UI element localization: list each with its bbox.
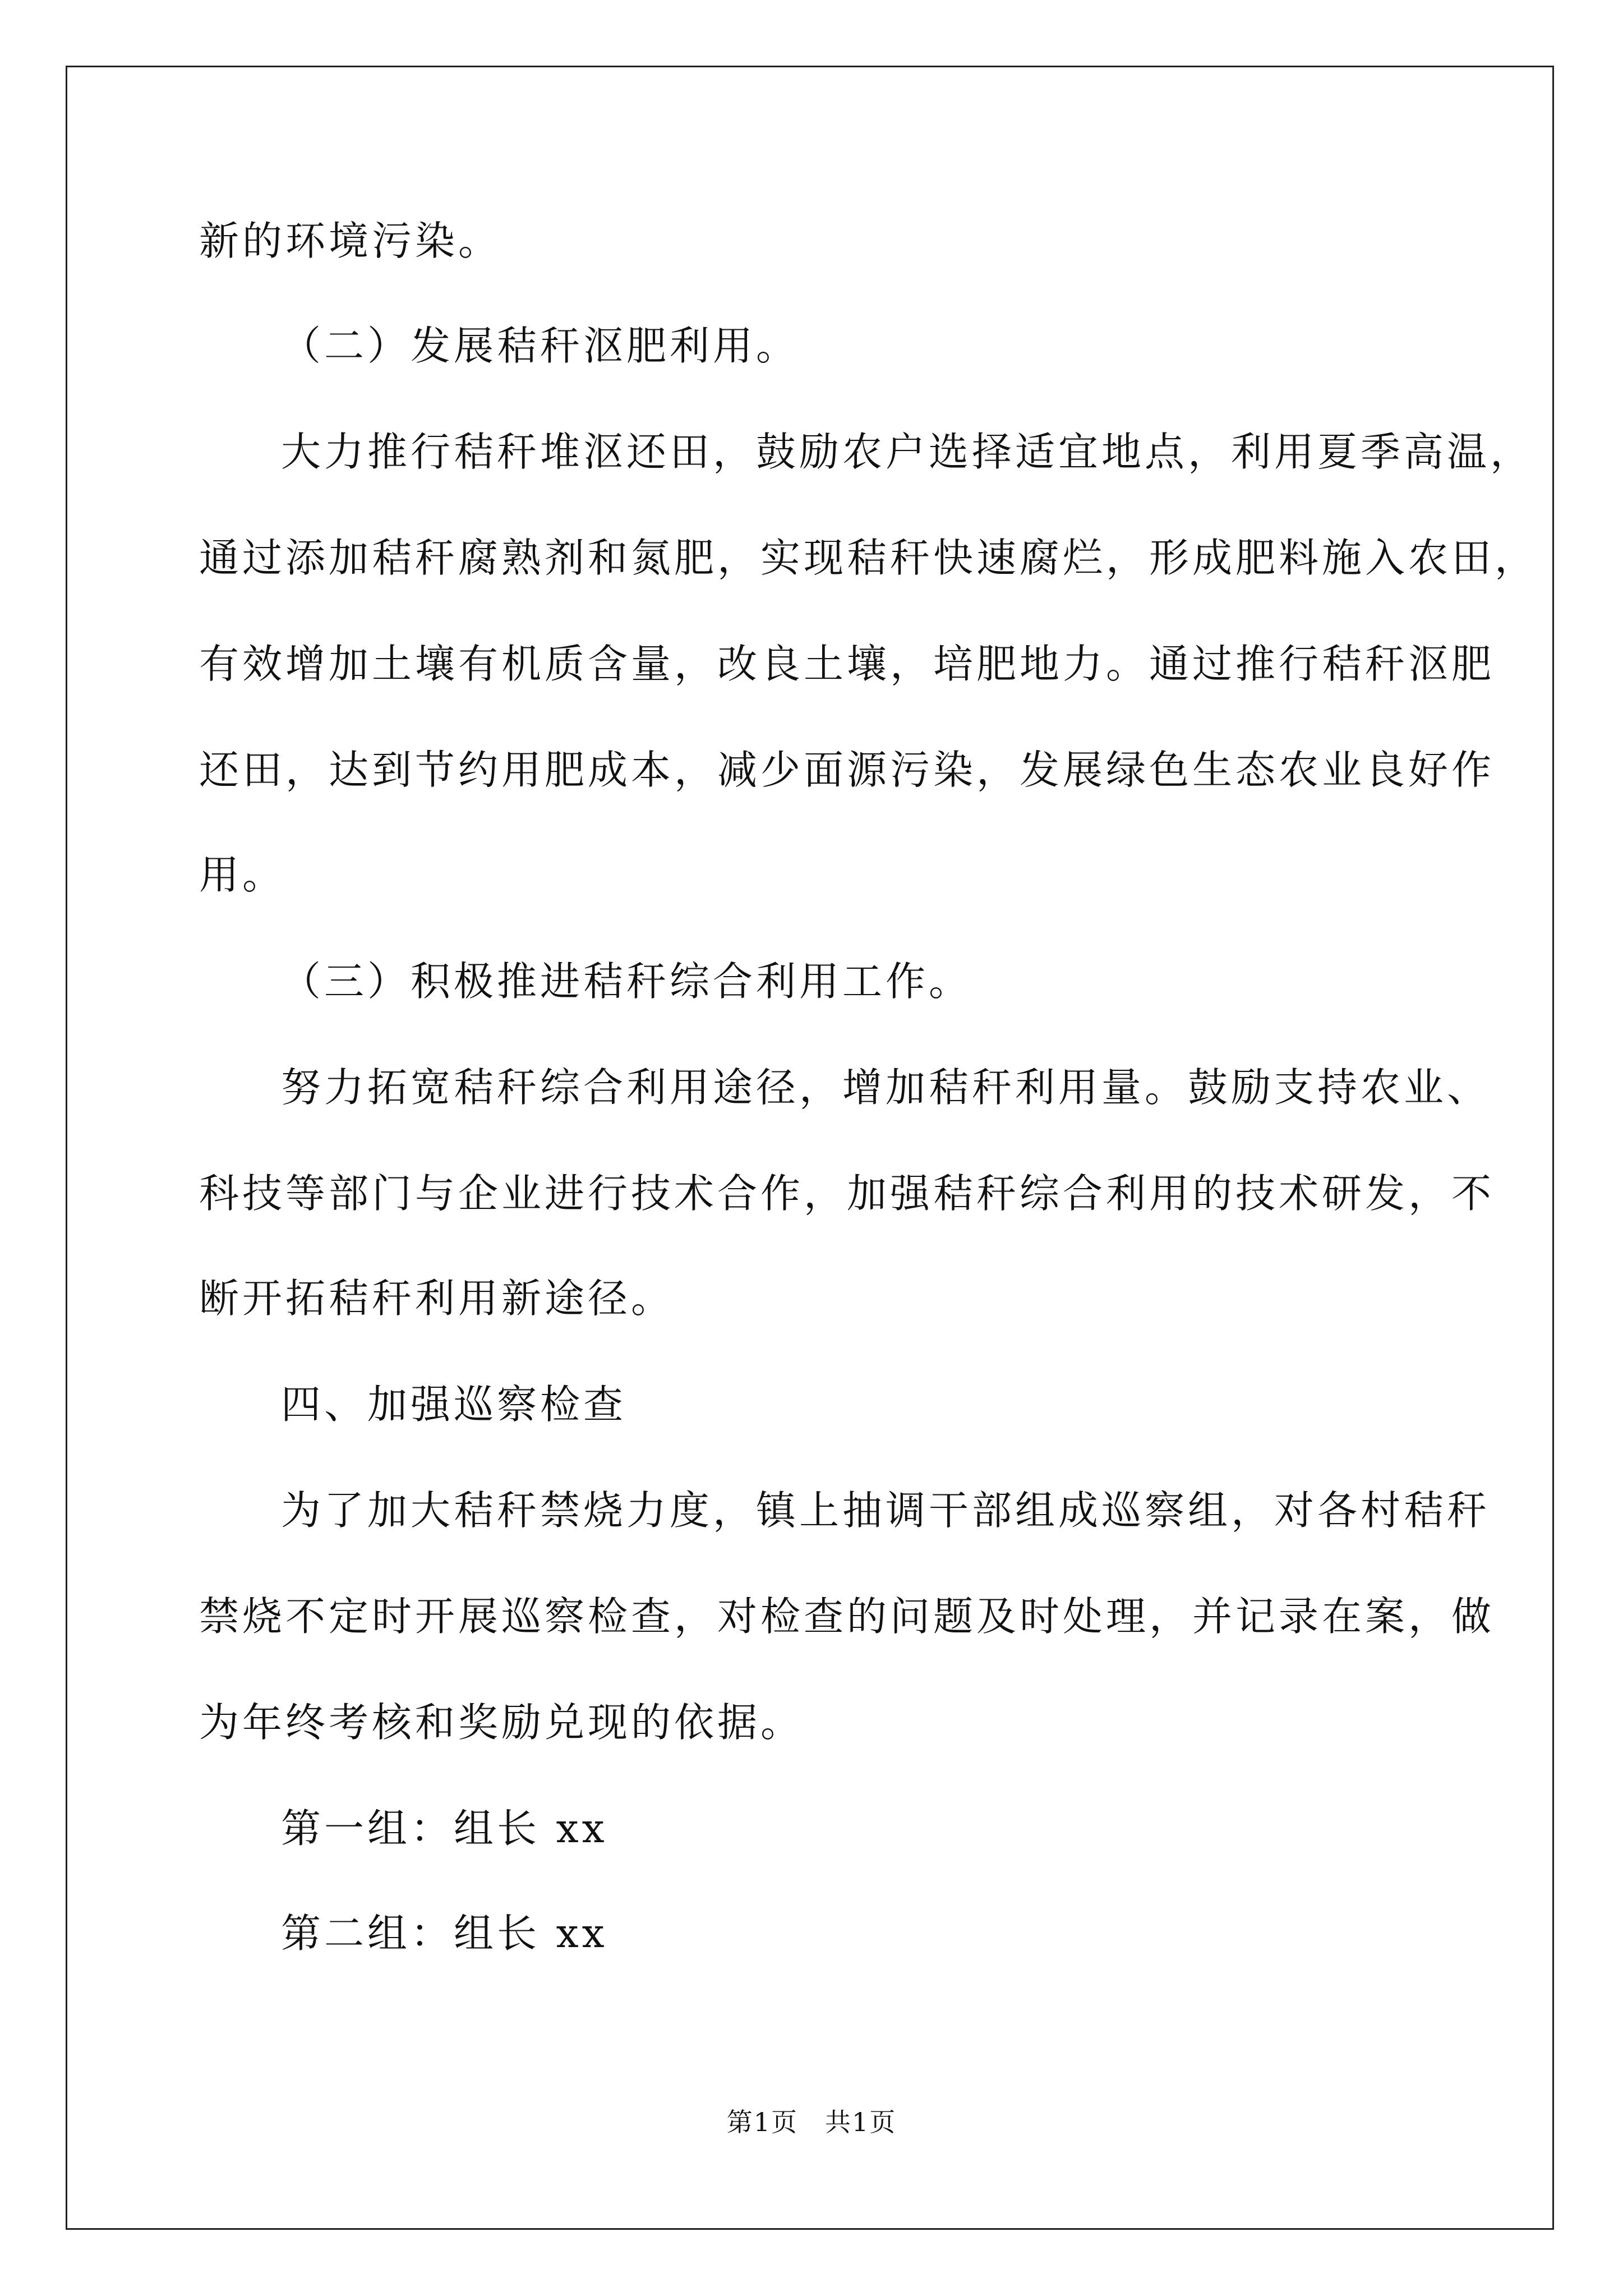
paragraph-line: 用。	[199, 852, 286, 898]
section-heading: （二）发展秸秆沤肥利用。	[281, 323, 800, 369]
paragraph-line: 大力推行秸秆堆沤还田，鼓励农户选择适宜地点，利用夏季高温，	[281, 429, 1534, 475]
paragraph-line: 为了加大秸秆禁烧力度，镇上抽调干部组成巡察组，对各村秸秆	[281, 1487, 1491, 1534]
paragraph-line: 通过添加秸秆腐熟剂和氮肥，实现秸秆快速腐烂，形成肥料施入农田，	[199, 535, 1538, 581]
paragraph-line: 还田，达到节约用肥成本，减少面源污染，发展绿色生态农业良好作	[199, 747, 1495, 793]
paragraph-line: 为年终考核和奖励兑现的依据。	[199, 1699, 804, 1746]
paragraph-line: 有效增加土壤有机质含量，改良土壤，培肥地力。通过推行秸秆沤肥	[199, 641, 1495, 687]
group-leader-line: 第二组：组长 xx	[281, 1910, 608, 1957]
paragraph-line: 科技等部门与企业进行技术合作，加强秸秆综合利用的技术研发，不	[199, 1170, 1495, 1217]
section-heading: 四、加强巡察检查	[281, 1381, 627, 1428]
section-heading: （三）积极推进秸秆综合利用工作。	[281, 958, 972, 1005]
text-line: 新的环境污染。	[199, 218, 502, 264]
paragraph-line: 努力拓宽秸秆综合利用途径，增加秸秆利用量。鼓励支持农业、	[281, 1064, 1491, 1111]
paragraph-line: 禁烧不定时开展巡察检查，对检查的问题及时处理，并记录在案，做	[199, 1593, 1495, 1640]
group-leader-line: 第一组：组长 xx	[281, 1805, 608, 1852]
paragraph-line: 断开拓秸秆利用新途径。	[199, 1275, 675, 1322]
page-footer: 第1页 共1页	[726, 2107, 897, 2137]
